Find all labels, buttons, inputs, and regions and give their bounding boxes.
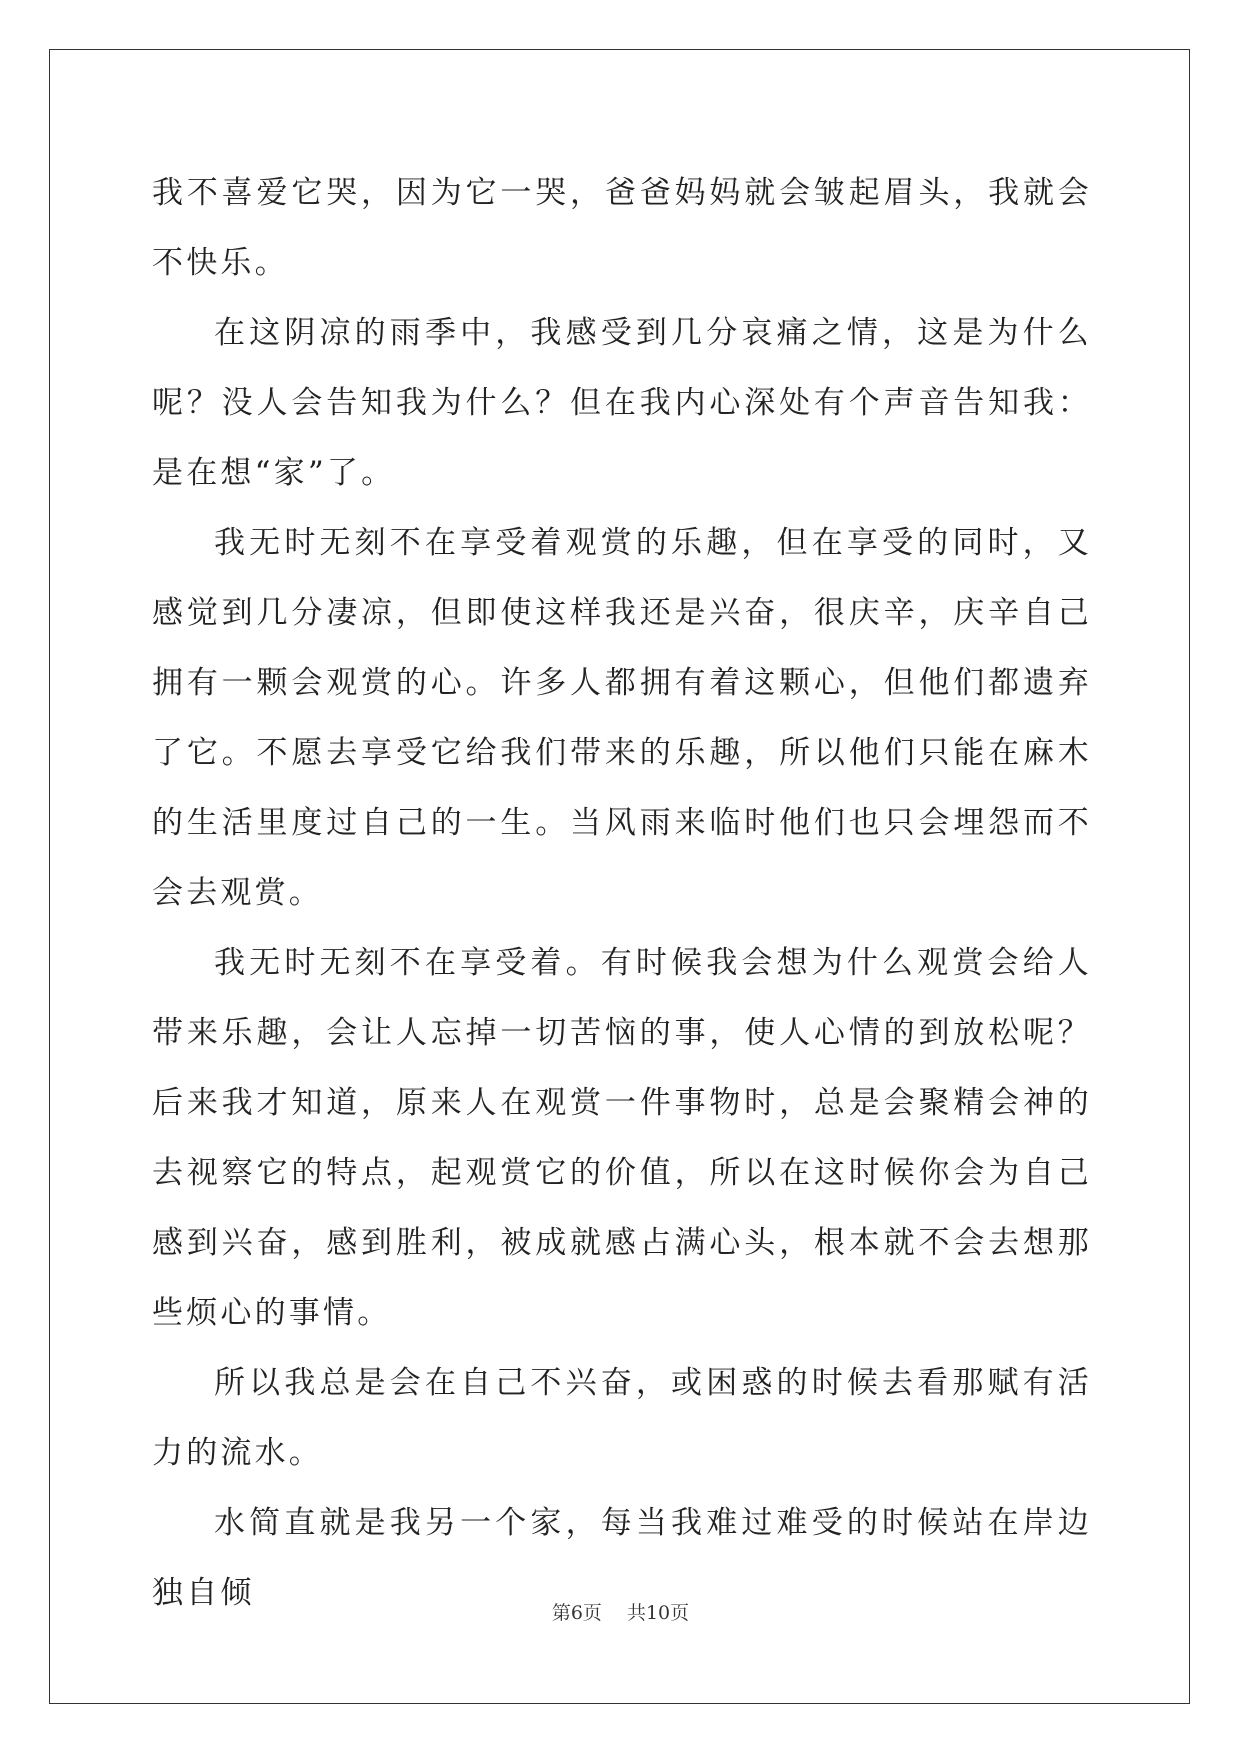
- paragraph: 我不喜爱它哭，因为它一哭，爸爸妈妈就会皱起眉头，我就会不快乐。: [152, 175, 1092, 281]
- page-number-footer: 第6页 共10页: [551, 1602, 690, 1624]
- paragraph: 在这阴凉的雨季中，我感受到几分哀痛之情，这是为什么呢？没人会告知我为什么？但在我内心深处有个声音告知我：是在想“家”了。: [152, 315, 1092, 491]
- paragraph: 水简直就是我另一个家，每当我难过难受的时候站在岸边独自倾: [152, 1505, 1092, 1611]
- paragraph: 我无时无刻不在享受着。有时候我会想为什么观赏会给人带来乐趣，会让人忘掉一切苦恼的事，使人心情的到放松呢？后来我才知道，原来人在观赏一件事物时，总是会聚精会神的去视察它的特点，起观赏它的价值，所以在这时候你会为自己感到兴奋，感到胜利，被成就感占满心头，根本就不会去想那些烦心的事情。: [152, 945, 1092, 1331]
- paragraph: 我无时无刻不在享受着观赏的乐趣，但在享受的同时，又感觉到几分凄凉，但即使这样我还是兴奋，很庆辛，庆辛自己拥有一颗会观赏的心。许多人都拥有着这颗心，但他们都遗弃了它。不愿去享受它给我们带来的乐趣，所以他们只能在麻木的生活里度过自己的一生。当风雨来临时他们也只会埋怨而不会去观赏。: [152, 525, 1092, 911]
- paragraph: 所以我总是会在自己不兴奋，或困惑的时候去看那赋有活力的流水。: [152, 1365, 1092, 1471]
- document-body: [152, 158, 1092, 1628]
